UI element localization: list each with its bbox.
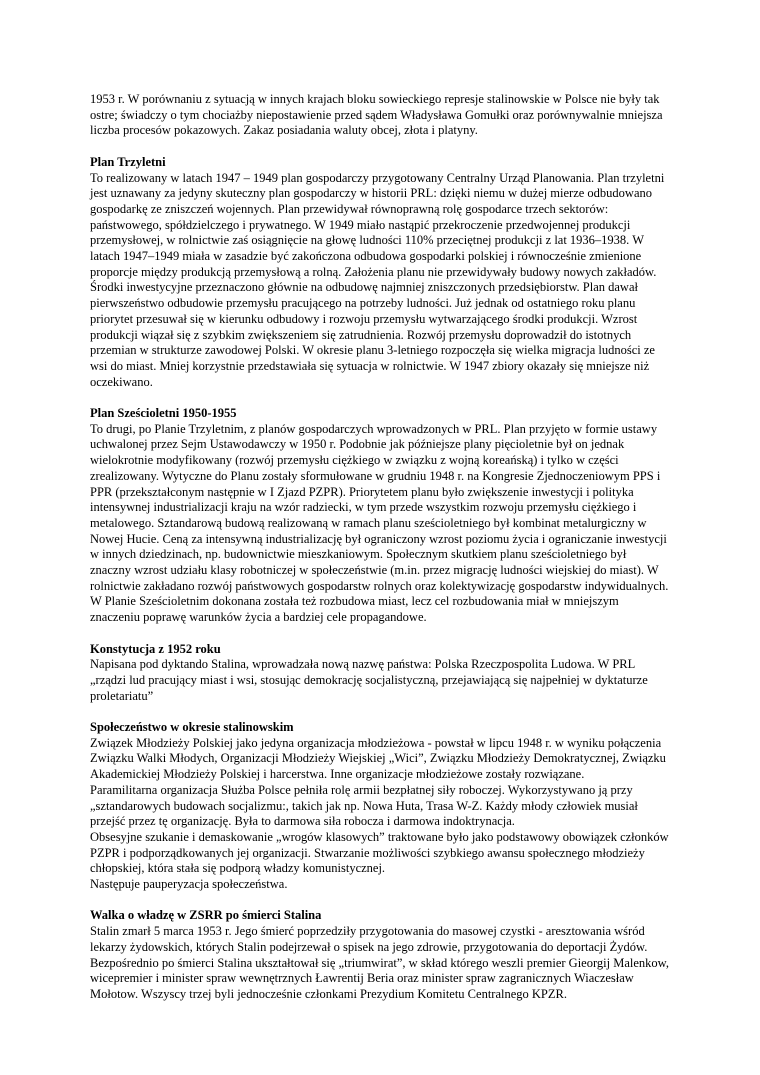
section-walka-o-wladze	[90, 908, 670, 1002]
section-paragraph: Następuje pauperyzacja społeczeństwa.	[90, 877, 288, 892]
section-paragraph: Związek Młodzieży Polskiej jako jedyna organizacja młodzieżowa - powstał w lipcu 1948 r. w wyniku połączenia Związku Walki Młodych, Organizacji Młodzieży Wiejskiej „Wici”, Związku Młodzieży Demokratycznej, Związku Akademickiej Młodzieży Polskiej i harcerstwa. Inne organizacje młodzieżowe zostały rozwiązane.	[90, 735, 666, 782]
section-heading: Konstytucja z 1952 roku	[90, 641, 221, 656]
document-page	[90, 92, 670, 1003]
section-heading: Społeczeństwo w okresie stalinowskim	[90, 720, 294, 735]
section-paragraph: To drugi, po Planie Trzyletnim, z planów gospodarczych wprowadzonych w PRL. Plan przyjęto w formie ustawy uchwalonej przez Sejm Ustawodawczy w 1950 r. Podobnie jak późniejsze plany pięcioletnie był on jednak wielokrotnie modyfikowany (rozwój przemysłu ciężkiego w związku z wojną koreańską) i tylko w części zrealizowany. Wytyczne do Planu zostały sformułowane w grudniu 1948 r. na Kongresie Zjednoczeniowym PPS i PPR (przekształconym następnie w I Zjazd PZPR). Priorytetem planu było zwiększenie inwestycji i polityka intensywnej industrializacji kraju na wzór radziecki, w tym przede wszystkim rozwoju przemysłu ciężkiego i metalowego. Sztandarową budową realizowaną w ramach planu sześcioletniego był kombinat metalurgiczny w Nowej Hucie. Ceną za intensywną industrializację był ograniczony wzrost poziomu życia i ograniczanie inwestycji w innych dziedzinach, np. budownictwie mieszkaniowym. Społecznym skutkiem planu sześcioletniego był znaczny wzrost udziału klasy robotniczej w społeczeństwie (m.in. przez migrację ludności wiejskiej do miast). W rolnictwie zakładano rozwój państwowych gospodarstw rolnych oraz kolektywizację gospodarstw indywidualnych.	[90, 421, 669, 593]
section-paragraph: Obsesyjne szukanie i demaskowanie „wrogów klasowych” traktowane było jako podstawowy obowiązek członków PZPR i podporządkowanych jej organizacji. Stwarzanie możliwości szybkiego awansu społecznego młodzieży chłopskiej, która stała się podporą władzy komunistycznej.	[90, 829, 669, 876]
section-paragraph: Stalin zmarł 5 marca 1953 r. Jego śmierć poprzedziły przygotowania do masowej czystki - aresztowania wśród lekarzy żydowskich, których Stalin podejrzewał o spisek na jego zdrowie, przygotowania do deportacji Żydów. Bezpośrednio po śmierci Stalina ukształtował się „triumwirat”, w skład którego weszli premier Gieorgij Malenkow, wicepremier i minister spraw wewnętrznych Ławrentij Beria oraz minister spraw zagranicznych Wiaczesław Mołotow. Wszyscy trzej byli jednocześnie członkami Prezydium Komitetu Centralnego KPZR.	[90, 924, 670, 1001]
section-paragraph: Napisana pod dyktando Stalina, wprowadzała nową nazwę państwa: Polska Rzeczpospolita Ludowa. W PRL „rządzi lud pracujący miast i wsi, stosując demokrację socjalistyczną, przejawiającą się najpełniej w dyktaturze proletariatu”	[90, 657, 648, 703]
section-konstytucja	[90, 642, 670, 705]
section-paragraph: Paramilitarna organizacja Służba Polsce pełniła rolę armii bezpłatnej siły roboczej. Wykorzystywano ją przy „sztandarowych budowach socjalizmu:, takich jak np. Nowa Huta, Trasa W-Z. Każdy młody człowiek musiał przejść przez tę organizację. Była to darmowa siła robocza i darmowa indoktrynacja.	[90, 782, 638, 829]
section-heading: Plan Trzyletni	[90, 154, 166, 169]
section-paragraph: W Planie Sześcioletnim dokonana została też rozbudowa miast, lecz cel rozbudowania miał w mniejszym znaczeniu poprawę warunków życia a bardziej cele propagandowe.	[90, 594, 619, 625]
section-plan-trzyletni	[90, 155, 670, 391]
section-heading: Plan Sześcioletni 1950-1955	[90, 406, 237, 421]
section-heading: Walka o władzę w ZSRR po śmierci Stalina	[90, 908, 322, 923]
section-spoleczenstwo	[90, 720, 670, 893]
intro-paragraph: 1953 r. W porównaniu z sytuacją w innych krajach bloku sowieckiego represje stalinowskie w Polsce nie były tak ostre; świadczy o tym chociażby niepostawienie przed sądem Władysława Gomułki oraz porównywalnie mniejsza liczba procesów pokazowych. Zakaz posiadania waluty obcej, złota i platyny.	[90, 92, 663, 138]
section-plan-szescioletni	[90, 406, 670, 626]
section-paragraph: To realizowany w latach 1947 – 1949 plan gospodarczy przygotowany Centralny Urząd Planowania. Plan trzyletni jest uznawany za jedyny skuteczny plan gospodarczy w historii PRL: dzięki niemu w dużej mierze odbudowano gospodarkę ze zniszczeń wojennych. Plan przewidywał równoprawną rolę gospodarce trzech sektorów: państwowego, spółdzielczego i prywatnego. W 1949 miało nastąpić przekroczenie przedwojennej produkcji przemysłowej, w rolnictwie zaś osiągnięcie na głowę ludności 110% przeciętnej produkcji z lat 1936–1938. W latach 1947–1949 miała w zasadzie być zakończona odbudowa gospodarki polskiej i równocześnie zmienione proporcje między produkcją przemysłową a rolną. Założenia planu nie przewidywały budowy nowych zakładów. Środki inwestycyjne przeznaczono głównie na odbudowę najmniej zniszczonych przedsiębiorstw. Plan dawał pierwszeństwo odbudowie przemysłu pracującego na potrzeby ludności. Już jednak od ostatniego roku planu priorytet przesuwał się w kierunku odbudowy i rozwoju przemysłu wytwarzającego środki produkcji. Wzrost produkcji wiązał się z szybkim zwiększeniem się zatrudnienia. Rozwój przemysłu doprowadził do istotnych przemian w strukturze zawodowej Polski. W okresie planu 3-letniego rozpoczęła się wielka migracja ludności ze wsi do miast. Mniej korzystnie przedstawiała się sytuacja w rolnictwie. W 1947 zbiory okazały się mniejsze niż oczekiwano.	[90, 170, 665, 389]
